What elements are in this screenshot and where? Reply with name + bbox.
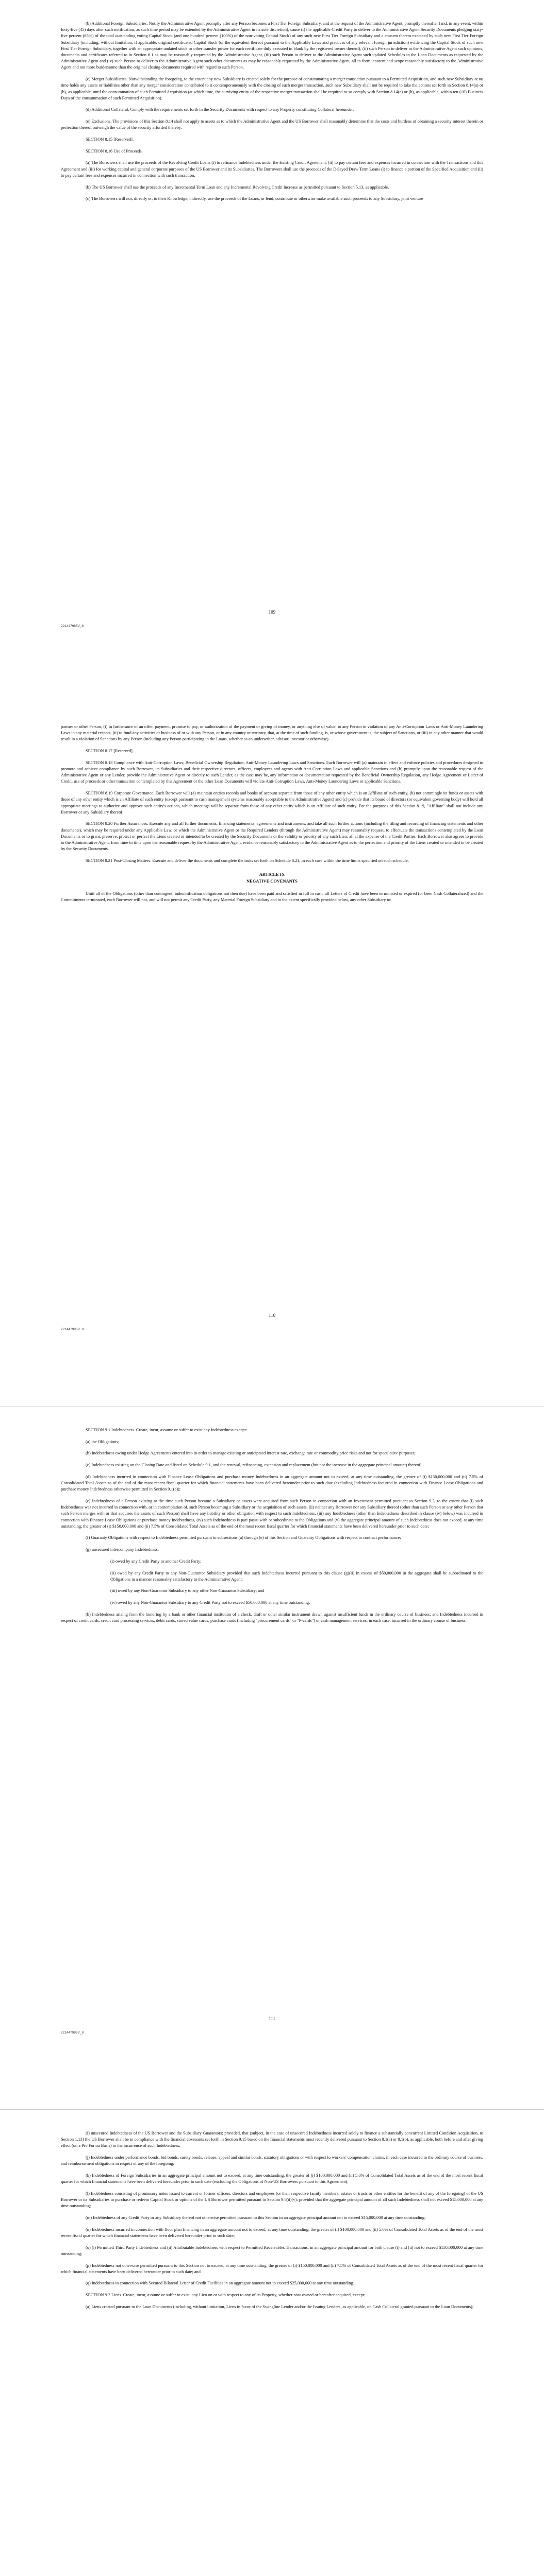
page-number: 111 [269, 2015, 275, 2021]
paragraph: (e) Indebtedness of a Person existing at the time such Person became a Subsidiary or assets were acquired from such Person in connection with an Investment permitted pursuant to Section 9.3, to the extent that (i) such Indebtedness was not incurred in connection with, or in contemplation of, such Person becoming a Subsidiary or the acquisition of such assets, (ii) neither any Borrower nor any Subsidiary thereof (other than such Person or any other Person that such Person merges with or that acquires the assets of such Person) shall have any liability or other obligation with respect to such Indebtedness, (iii) any Indebtedness (other than Indebtedness described in clause (iv) below) was incurred in connection with Finance Lease Obligations or purchase money Indebtedness, (iv) such Indebtedness is pari passu with or subordinate to the Obligations and (v) the aggregate principal amount of such Indebtedness does not exceed, at any time outstanding, the greater of (i) $150,000,000 and (ii) 7.5% of Consolidated Total Assets as of the end of the most recent fiscal quarter for which financial statements have been delivered hereunder prior to such date; [61, 1498, 483, 1529]
paragraph: (n) Indebtedness incurred in connection with floor plan financing in an aggregate amount not to exceed, at any time outstanding, the greater of (i) $100,000,000 and (ii) 5.0% of Consolidated Total Assets as of the end of the most recent fiscal quarter for which financial statements have been delivered hereunder prior to such date; [61, 2227, 483, 2238]
paragraph: SECTION 8.15 [Reserved]. [86, 137, 134, 142]
paragraph: (f) Guaranty Obligations with respect to Indebtedness permitted pursuant to subsections (a) through (e) of this Section and Guaranty Obligations with respect to contract performance; [86, 1535, 401, 1540]
paragraph: (a) the Obligations; [86, 1439, 120, 1444]
paragraph: (m) Indebtedness of any Credit Party or any Subsidiary thereof not otherwise permitted pursuant to this Section in an aggregate principal amount not to exceed $15,000,000 at any time outstanding; [86, 2215, 426, 2221]
paragraph: (a) The Borrowers shall use the proceeds of the Revolving Credit Loans (i) to refinance Indebtedness under the Existing Credit Agreement, (ii) to pay certain fees and expenses incurred in connection with the Transactions and this Agreement and (iii) for working capital and general corporate purposes of the US Borrower and its Subsidiaries. The Borrowers shall use the proceeds of the Delayed Draw Term Loans (i) to finance a portion of the Specified Acquisition and (ii) to pay certain fees and expenses incurred in connection with such transaction. [61, 160, 483, 178]
paragraph: SECTION 8.18 Compliance with Anti-Corruption Laws; Beneficial Ownership Regulation; Anti-Money Laundering Laws and Sanctions. Each Borrower will (a) maintain in effect and enforce policies and procedures designed to promote and achieve compliance by such Borrower, its Subsidiaries and their respective directors, officers, employees and agents with Anti-Corruption Laws and applicable Sanctions and (b) promptly upon the reasonable request of the Administrative Agent or any Lender, provide the Administrative Agent or directly to such Lender, as the case may be, any information or documentation requested by the Beneficial Ownership Regulation, any Hedge Agreement or Letter of Credit, use of proceeds or other transaction contemplated by this Agreement or the other Loan Documents will violate Anti-Corruption Laws, Anti-Money Laundering Laws or applicable Sanctions. [61, 760, 483, 784]
paragraph: SECTION 9.1 Indebtedness. Create, incur, assume or suffer to exist any Indebtedness except: [86, 1428, 248, 1432]
document-page [0, 2110, 544, 2576]
document-page [0, 703, 544, 1406]
paragraph: (o) (i) Permitted Third Party Indebtedness and (ii) Attributable Indebtedness with respect to Permitted Receivables Transactions, in an aggregate principal amount for both clause (i) and (ii) not to exceed $150,000,000 at any time outstanding; [61, 2245, 483, 2256]
document-id-footer: 221447986V_8 [61, 624, 84, 628]
paragraph: (i) owed by any Credit Party to another Credit Party; [110, 1558, 202, 1564]
document-page [0, 0, 544, 703]
paragraph: (q) Indebtedness in connection with Secured Bilateral Letter of Credit Facilities in an aggregate amount not to exceed $25,000,000 at any time outstanding. [86, 2281, 354, 2286]
paragraph: (iv) owed by any Non-Guarantor Subsidiary to any Credit Party not to exceed $50,000,000 at any time outstanding; [110, 1600, 310, 1605]
paragraph: (g) unsecured intercompany Indebtedness: [86, 1547, 159, 1552]
paragraph: SECTION 8.19 Corporate Governance. Each Borrower will (a) maintain entries records and books of account separate from those of any other entity which is an Affiliate of such entity, (b) not commingle its funds or assets with those of any other entity which is an Affiliate of such entity (except pursuant to cash management systems reasonably acceptable to the Administrative Agent) and (c) provide that its board of directors (or equivalent governing body) will hold all appropriate meetings to authorize and approve such entity's actions, which meetings will be separate from those of any other entity which is an Affiliate of such entity. For the purposes of this Section 8.19, "Affiliate" shall not include any Borrower or any Subsidiary thereof. [61, 791, 483, 815]
paragraph: (j) Indebtedness under performance bonds, bid bonds, surety bonds, release, appeal and similar bonds, statutory obligations or with respect to workers' compensation claims, in each case incurred in the ordinary course of business, and reimbursement obligations in respect of any of the foregoing; [61, 2155, 483, 2166]
paragraph: SECTION 8.17 [Reserved]. [86, 749, 134, 754]
document-page [0, 1406, 544, 2110]
paragraph: SECTION 8.20 Further Assurances. Execute any and all further documents, financing statements, agreements and instruments, and take all such further actions (including the filing and recording of financing statements and other documents), which may be required under any Applicable Law, or which the Administrative Agent or the Required Lenders (through the Administrative Agent) may reasonably request, to effectuate the transactions contemplated by the Loan Documents or to grant, preserve, protect or perfect the Liens created or intended to be created by the Security Documents or the validity or priority of any such Lien, all at the expense of the Credit Parties. Each Borrower also agrees to provide to the Administrative Agent, from time to time upon the reasonable request by the Administrative Agent, evidence reasonably satisfactory to the Administrative Agent as to the perfection and priority of the Liens created or intended to be created by the Security Documents. [61, 821, 483, 852]
paragraph: (b) Additional Foreign Subsidiaries. Notify the Administrative Agent promptly after any Person becomes a First Tier Foreign Subsidiary, and at the request of the Administrative Agent, promptly thereafter (and, in any event, within forty-five (45) days after such notification, as such time period may be extended by the Administrative Agent in its sole discretion), cause (i) the applicable Credit Party to deliver to the Administrative Agent Security Documents pledging sixty-five percent (65%) of the total outstanding voting Capital Stock (and one hundred percent (100%) of the non-voting Capital Stock) of any such new First Tier Foreign Subsidiary and a consent thereto executed by such new First Tier Foreign Subsidiary (including, without limitation, if applicable, original certificated Capital Stock (or the equivalent thereof pursuant to the Applicable Laws and practices of any relevant foreign jurisdiction) evidencing the Capital Stock of such new First Tier Foreign Subsidiary, together with an appropriate undated stock or other transfer power for each certificate duly executed in blank by the registered owner thereof), (ii) such Person to deliver to the Administrative Agent such opinions, documents and certificates referred to in Section 6.1 as may be reasonably requested by the Administrative Agent, (iii) such Person to deliver to the Administrative Agent such updated Schedules to the Loan Documents as requested by the Administrative Agent and (iv) such Person to deliver to the Administrative Agent such other documents as may be reasonably requested by the Administrative Agent, all in form, content and scope reasonably satisfactory to the Administrative Agent and not more burdensome than the original closing documents required with regard to such Person. [61, 21, 483, 70]
paragraph: SECTION 8.16 Use of Proceeds. [86, 148, 143, 154]
paragraph: Until all of the Obligations (other than contingent, indemnification obligations not then due) have been paid and satisfied in full in cash, all Letters of Credit have been terminated or expired (or been Cash Collateralized) and the Commitments terminated, each Borrower will not, and will not permit any Credit Party, any Material Foreign Subsidiary and to the extent specifically provided below, any other Subsidiary to: [61, 891, 483, 903]
paragraph: (a) Liens created pursuant to the Loan Documents (including, without limitation, Liens in favor of the Swingline Lender and/or the Issuing Lenders, as applicable, on Cash Collateral granted pursuant to the Loan Documents); [86, 2304, 474, 2309]
paragraph: (b) The US Borrower shall use the proceeds of any Incremental Term Loan and any Incremental Revolving Credit Increase as permitted pursuant to Section 5.13, as applicable. [86, 184, 389, 190]
paragraph: (p) Indebtedness not otherwise permitted pursuant to this Section not to exceed, at any time outstanding, the greater of (i) $150,000,000 and (ii) 7.5% of Consolidated Total Assets as of the end of the most recent fiscal quarter for which financial statements have been delivered hereunder prior to such date; and [61, 2263, 483, 2274]
document-id-footer: 221447986V_8 [61, 1327, 84, 1331]
paragraph: (h) Indebtedness arising from the honoring by a bank or other financial institution of a check, draft or other similar instrument drawn against insufficient funds in the ordinary course of business; and Indebtedness incurred in respect of credit cards, credit card processing services, debit cards, stored value cards, purchase cards (including "procurement cards" or "P-cards") or cash management services, in each case, incurred in the ordinary course of business; [61, 1612, 483, 1623]
page-number: 110 [268, 1312, 276, 1318]
paragraph: (c) Indebtedness existing on the Closing Date and listed on Schedule 9.1, and the renewal, refinancing, extension and replacement (but not the increase in the aggregate principal amount) thereof; [86, 1463, 422, 1468]
paragraph: SECTION 8.21 Post-Closing Matters. Execute and deliver the documents and complete the tasks set forth on Schedule 8.21, in each case within the time limits specified on such schedule. [86, 858, 409, 863]
paragraph: partner or other Person, (i) in furtherance of an offer, payment, promise to pay, or authorization of the payment or giving of money, or anything else of value, to any Person in violation of any Anti-Corruption Laws or Anti-Money Laundering Laws in any material respect, (ii) to fund any activities or business of or with any Person, or in any country or territory, that, at the time of such funding, is, or whose government is, the subject of Sanctions, or (iii) in any other manner that would result in a violation of Sanctions by any Person (including any Person participating in the Loans, whether as an underwriter, advisor, investor or otherwise). [61, 724, 483, 742]
paragraph: (iii) owed by any Non-Guarantor Subsidiary to any other Non-Guarantor Subsidiary; and [110, 1588, 265, 1594]
paragraph: (e) Exclusions. The provisions of this Section 8.14 shall not apply to assets as to which the Administrative Agent and the US Borrower shall reasonably determine that the costs and burdens of obtaining a security interest therein or perfection thereof outweigh the value of the security afforded thereby. [61, 119, 483, 130]
paragraph: (i) unsecured Indebtedness of the US Borrower and the Subsidiary Guarantors; provided, that (subject, in the case of unsecured Indebtedness incurred solely to finance a substantially concurrent Limited Condition Acquisition, to Section 1.13) the US Borrower shall be in compliance with the financial covenants set forth in Section 9.15 based on the financial statements most recently delivered pursuant to Section 8.1(a) or 8.1(b), as applicable, both before and after giving effect (on a Pro Forma Basis) to the incurrence of such Indebtedness; [61, 2131, 483, 2148]
paragraph: (k) Indebtedness of Foreign Subsidiaries in an aggregate principal amount not to exceed, at any time outstanding, the greater of (i) $100,000,000 and (ii) 5.0% of Consolidated Total Assets as of the end of the most recent fiscal quarter for which financial statements have been delivered hereunder prior to such date (excluding the Obligations of Non-US Borrowers pursuant to this Agreement); [61, 2173, 483, 2184]
page-number: 109 [268, 609, 276, 615]
paragraph: (ii) owed by any Credit Party to any Non-Guarantor Subsidiary provided that such Indebtedness incurred pursuant to this clause (g)(ii) in excess of $50,000,000 in the aggregate shall be subordinated to the Obligations in a manner reasonably satisfactory to the Administrative Agent; [110, 1570, 483, 1582]
article-heading: ARTICLE IX NEGATIVE COVENANTS [246, 872, 298, 884]
paragraph: (d) Additional Collateral. Comply with the requirements set forth in the Security Documents with respect to any Property constituting Collateral hereunder. [86, 107, 354, 112]
paragraph: (c) The Borrowers will not, directly or, to their Knowledge, indirectly, use the proceeds of the Loans, or lend, contribute or otherwise make available such proceeds to any Subsidiary, joint venture [86, 196, 423, 201]
paragraph: (c) Merger Subsidiaries. Notwithstanding the foregoing, to the extent any new Subsidiary is created solely for the purpose of consummating a merger transaction pursuant to a Permitted Acquisition, and such new Subsidiary at no time holds any assets or liabilities other than any merger consideration contributed to it contemporaneously with the closing of such merger transaction, such new Subsidiary shall not be required to take the actions set forth in Section 8.14(a) or (b), as applicable, until the consummation of such Permitted Acquisition (at which time, the surviving entity of the respective merger transaction shall be required to so comply with Section 8.14(a) or (b), as applicable, within ten (10) Business Days of the consummation of such Permitted Acquisition). [61, 77, 483, 100]
paragraph: (d) Indebtedness incurred in connection with Finance Lease Obligations and purchase money Indebtedness in an aggregate amount not to exceed, at any time outstanding, the greater of (i) $150,000,000 and (ii) 7.5% of Consolidated Total Assets as of the end of the most recent fiscal quarter for which financial statements have been delivered hereunder prior to such date (excluding Indebtedness incurred in connection with Finance Lease Obligations and purchase money Indebtedness otherwise permitted in Section 9.1(e)); [61, 1474, 483, 1492]
document-id-footer: 221447986V_8 [61, 2030, 84, 2035]
paragraph: (l) Indebtedness consisting of promissory notes issued to current or former officers, directors and employees (or their respective family members, estates or trusts or other entities for the benefit of any of the foregoing) of the US Borrower or its Subsidiaries to purchase or redeem Capital Stock or options of the US Borrower permitted pursuant to Section 9.6(d)(v); provided that the aggregate principal amount of all such Indebtedness shall not exceed $15,000,000 at any time outstanding; [61, 2191, 483, 2209]
paragraph: SECTION 9.2 Liens. Create, incur, assume or suffer to exist, any Lien on or with respect to any of its Property, whether now owned or hereafter acquired, except: [86, 2293, 366, 2298]
paragraph: (b) Indebtedness owing under Hedge Agreements entered into in order to manage existing or anticipated interest rate, exchange rate or commodity price risks and not for speculative purposes; [86, 1451, 416, 1456]
